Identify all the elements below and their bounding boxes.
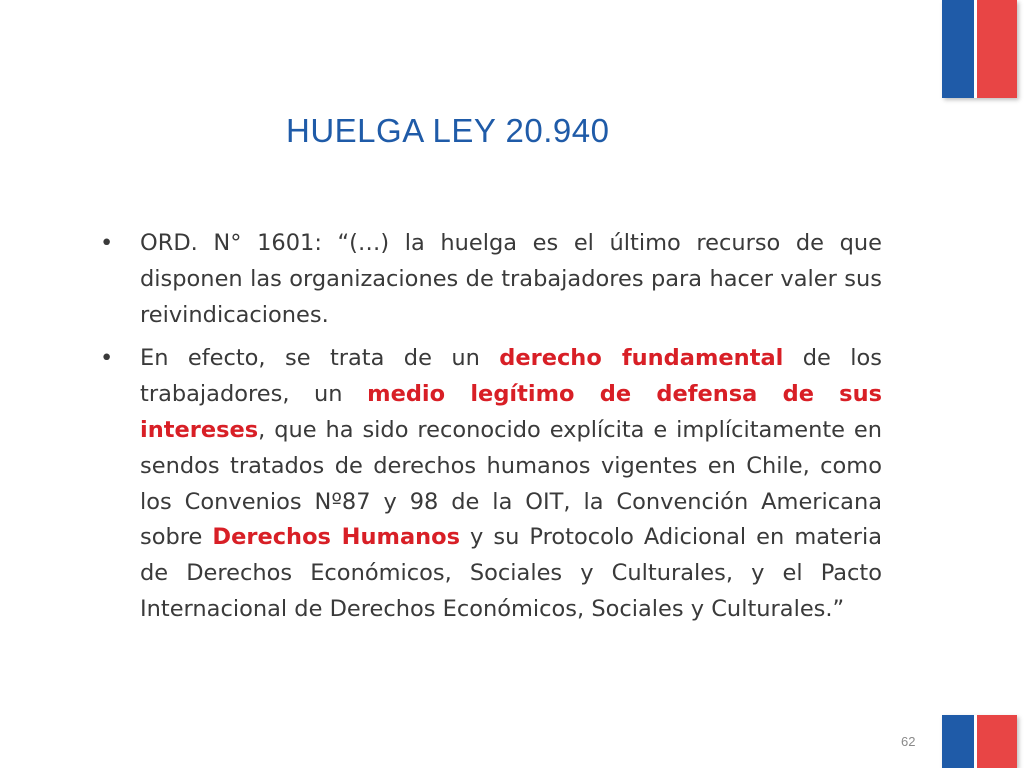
- flag-red-stripe: [977, 715, 1017, 768]
- bullet-marker: •: [100, 230, 114, 256]
- highlight-derechos-humanos: Derechos Humanos: [212, 524, 460, 551]
- slide-title: HUELGA LEY 20.940: [286, 112, 610, 149]
- bullet-text: de los trabajadores, un: [140, 345, 883, 408]
- flag-stripe-top-icon: [942, 0, 1017, 98]
- highlight-medio-legitimo: medio legítimo de defensa de sus intereses: [140, 381, 882, 443]
- highlight-derecho-fundamental: derecho fundamental: [499, 345, 784, 372]
- bullet-text: En efecto, se trata de un: [140, 345, 500, 372]
- flag-blue-stripe: [942, 715, 977, 768]
- flag-red-stripe: [977, 0, 1017, 98]
- slide-body: [100, 226, 882, 636]
- bullet-text: y su Protocolo Adicional en materia de Derechos Económicos, Sociales y Culturales, y el Pacto Internacional de Derechos Económicos, Sociales y Culturales.”: [140, 524, 882, 622]
- bullet-item-1: [100, 226, 882, 333]
- flag-blue-stripe: [942, 0, 977, 98]
- bullet-text: , que ha sido reconocido explícita e implícitamente en sendos tratados de derechos humanos vigentes en Chile, como los Convenios Nº87 y 98 de la OIT, la Convención Americana sobre: [140, 416, 882, 551]
- page-number: 62: [901, 734, 916, 749]
- bullet-marker: •: [100, 345, 114, 372]
- bullet-text: ORD. N° 1601: “(…) la huelga es el último recurso de que disponen las organizaciones de trabajadores para hacer valer sus reivindicaciones.: [140, 230, 882, 328]
- flag-stripe-bottom-icon: [942, 715, 1017, 768]
- bullet-item-2: [100, 341, 882, 627]
